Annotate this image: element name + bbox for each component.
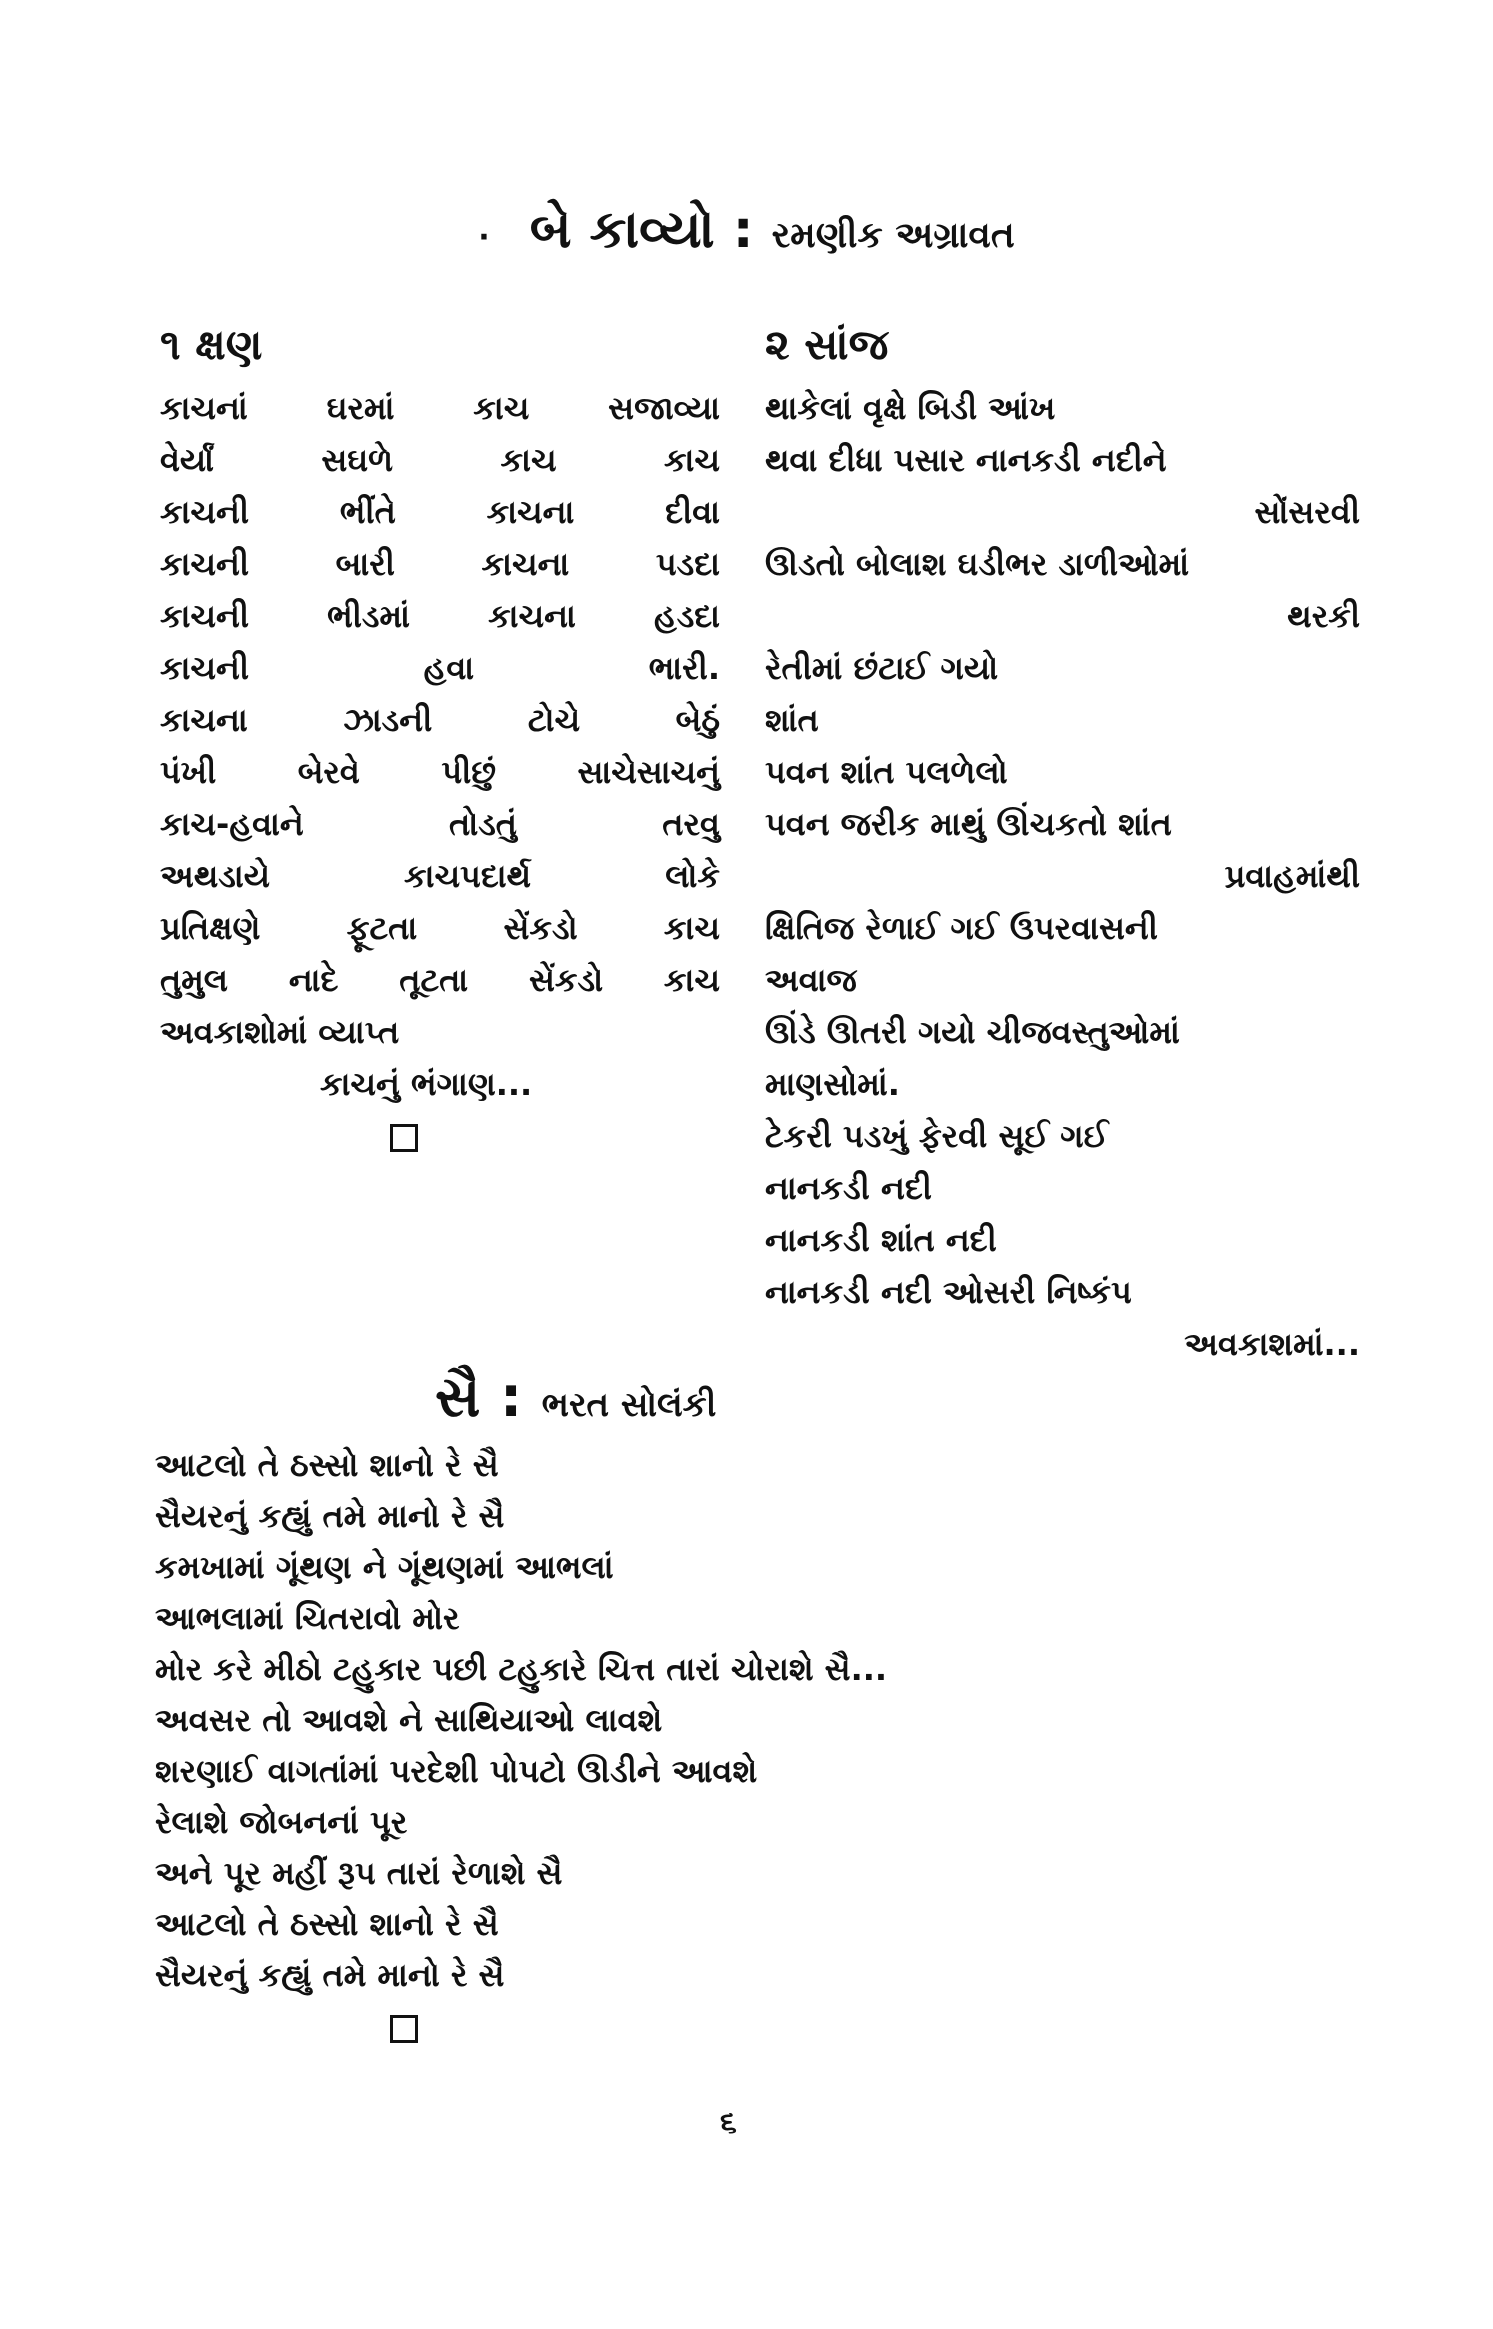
poem-line: પંખી બેરવે પીછું સાચેસાચનું	[160, 753, 720, 791]
poem-line: થાકેલાં વૃક્ષે બિડી આંખ	[765, 389, 1056, 427]
section-header-sai	[435, 1365, 716, 1431]
poem-line: સોંસરવી	[1254, 493, 1360, 531]
poem-title: ૧ ક્ષણ	[160, 320, 263, 369]
section-title: સૈ :	[435, 1365, 523, 1430]
poem-line: પવન જરીક માથું ઊંચકતો શાંત	[765, 805, 1172, 843]
poem-line: થરકી	[1287, 597, 1360, 635]
page-header	[0, 200, 1493, 261]
poem-line: શાંત	[765, 701, 819, 739]
poem-line: અવકાશોમાં વ્યાપ્ત	[160, 1013, 400, 1051]
poem-line: થવા દીધા પસાર નાનકડી નદીને	[765, 441, 1167, 479]
page-number: ૬	[720, 2105, 737, 2140]
poem-line: કાચની ભીંતે કાચના દીવા	[160, 493, 720, 531]
poem-line: આટલો તે ઠસ્સો શાનો રે સૈ	[155, 1905, 499, 1943]
poem-saanj	[765, 320, 1360, 1370]
section-title: બે કાવ્યો :	[529, 200, 754, 260]
poem-line: ઊડતો બોલાશ ઘડીભર ડાળીઓમાં	[765, 545, 1190, 583]
end-mark-square-icon	[390, 1124, 418, 1152]
poem-line: કાચની બારી કાચના પડદા	[160, 545, 720, 583]
poem-line: તુમુલ નાદે તૂટતા સેંકડો કાચ	[160, 961, 720, 999]
end-mark-square-icon	[390, 2015, 418, 2043]
poem-line: કાચની ભીડમાં કાચના હડદા	[160, 597, 720, 635]
poem-line: કમખામાં ગૂંથણ ને ગૂંથણમાં આભલાં	[155, 1548, 614, 1586]
poem-line: રેલાશે જોબનનાં પૂર	[155, 1803, 408, 1841]
poem-title: ૨ સાંજ	[765, 320, 889, 369]
section-author: રમણીક અગ્રાવત	[771, 215, 1015, 256]
poem-line: કાચના ઝાડની ટોચે બેઠું	[160, 701, 720, 739]
poem-line: કાચ-હવાને તોડતું તરવુ	[160, 805, 720, 843]
poem-line: અવસર તો આવશે ને સાથિયાઓ લાવશે	[155, 1701, 663, 1739]
poem-line: નાનકડી શાંત નદી	[765, 1221, 997, 1259]
poem-line: આભલામાં ચિતરાવો મોર	[155, 1599, 460, 1637]
poem-line: નાનકડી નદી	[765, 1169, 932, 1207]
poem-line: કાચનું ભંગાણ...	[320, 1065, 533, 1103]
poem-line: માણસોમાં.	[765, 1065, 900, 1103]
poem-line: કાચની હવા ભારી.	[160, 649, 720, 687]
poem-line: વેર્યાં સઘળે કાચ કાચ	[160, 441, 720, 479]
poem-kshan	[160, 320, 720, 1152]
poem-line: સૈયરનું કહ્યું તમે માનો રે સૈ	[155, 1497, 505, 1535]
poem-line: પ્રતિક્ષણે ફૂટતા સેંકડો કાચ	[160, 909, 720, 947]
poem-line: સૈયરનું કહ્યું તમે માનો રે સૈ	[155, 1956, 505, 1994]
poem-line: રેતીમાં છંટાઈ ગયો	[765, 649, 999, 687]
poem-line: ઊંડે ઊતરી ગયો ચીજવસ્તુઓમાં	[765, 1013, 1180, 1051]
poem-line: આટલો તે ઠસ્સો શાનો રે સૈ	[155, 1446, 499, 1484]
poem-line: ટેકરી પડખું ફેરવી સૂઈ ગઈ	[765, 1117, 1109, 1155]
poem-line: કાચનાં ઘરમાં કાચ સજાવ્યા	[160, 389, 720, 427]
poem-line: અવાજ	[765, 961, 857, 999]
bullet-dot: ·	[478, 220, 490, 255]
poem-line: પવન શાંત પલળેલો	[765, 753, 1008, 791]
poem-sai	[155, 1440, 1255, 2043]
poem-line: અને પૂર મહીં રૂપ તારાં રેળાશે સૈ	[155, 1854, 563, 1892]
section-author: ભરત સોલંકી	[541, 1385, 717, 1425]
poem-line: અથડાયે કાચપદાર્થ લોકે	[160, 857, 720, 895]
poem-line: અવકાશમાં...	[1184, 1325, 1360, 1363]
poem-line: ક્ષિતિજ રેળાઈ ગઈ ઉપરવાસની	[765, 909, 1158, 947]
poem-line: મોર કરે મીઠો ટહુકાર પછી ટહુકારે ચિત્ત તારાં ચોરાશે સૈ...	[155, 1650, 888, 1688]
poem-line: શરણાઈ વાગતાંમાં પરદેશી પોપટો ઊડીને આવશે	[155, 1752, 758, 1790]
poem-line: નાનકડી નદી ઓસરી નિષ્કંપ	[765, 1273, 1132, 1311]
poem-line: પ્રવાહમાંથી	[1224, 857, 1360, 895]
